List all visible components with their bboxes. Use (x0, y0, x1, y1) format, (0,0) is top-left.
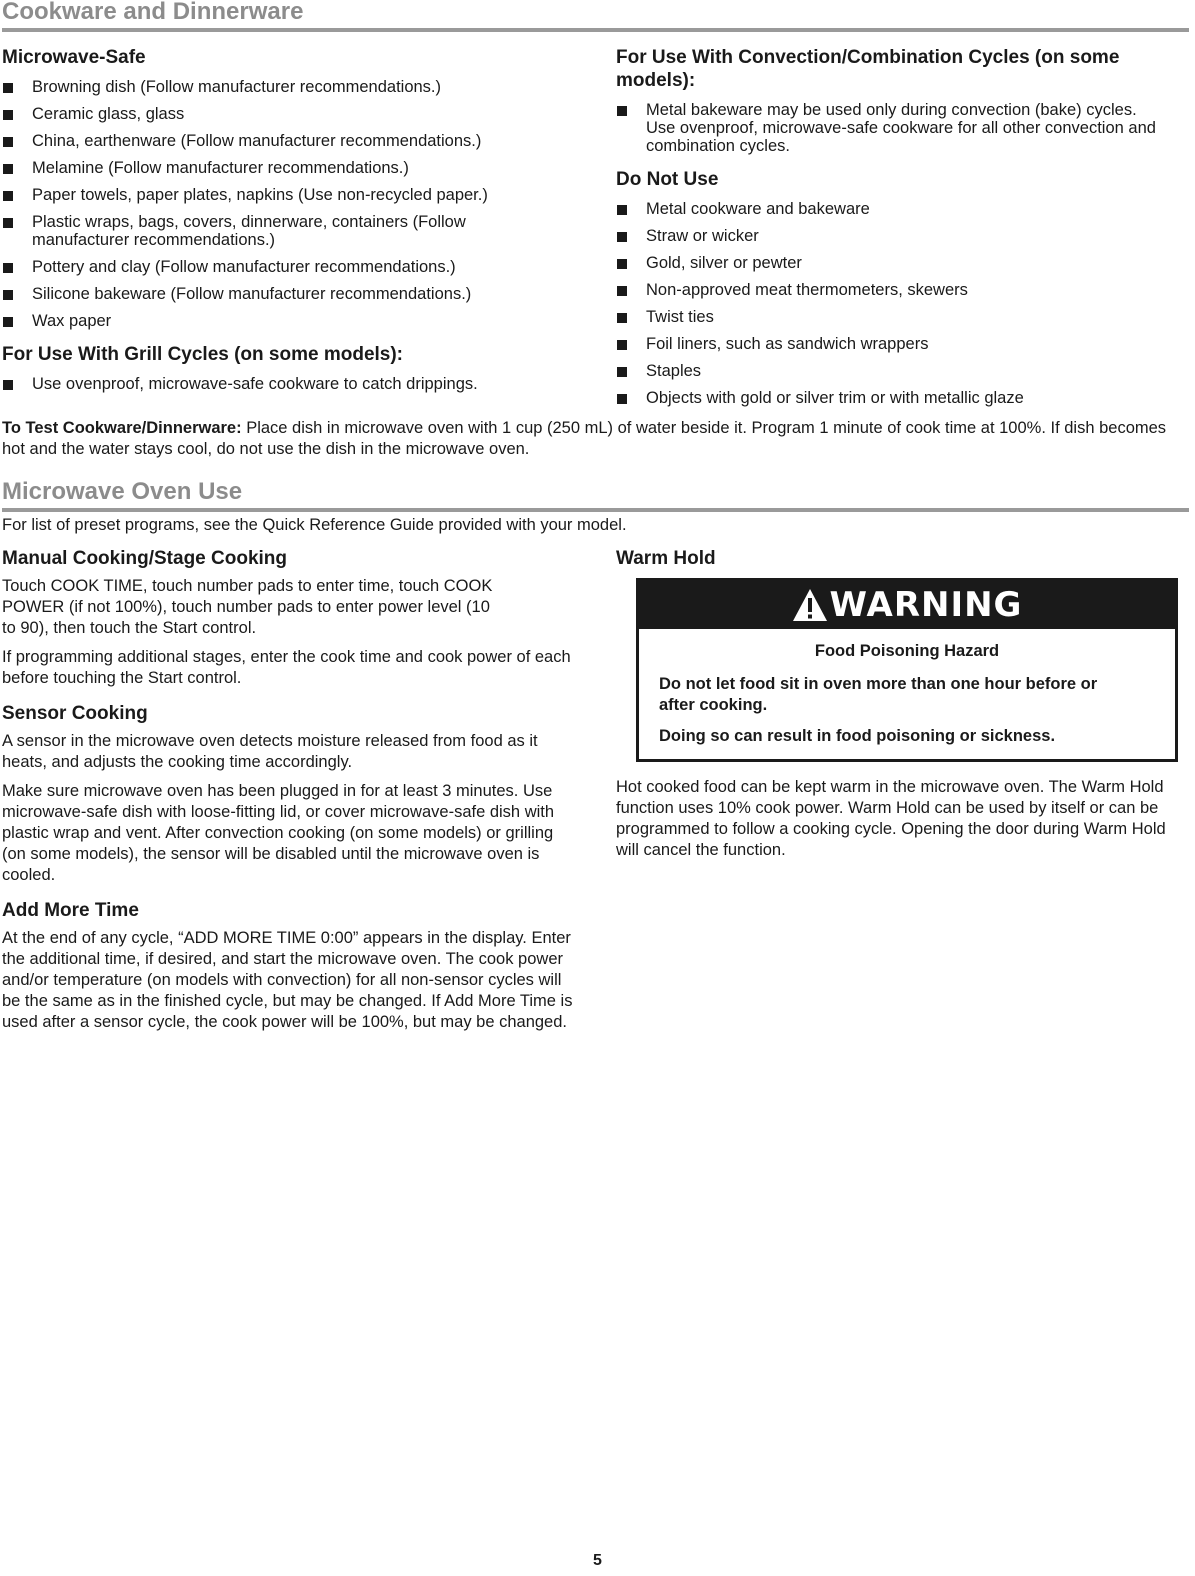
list-item: Paper towels, paper plates, napkins (Use non-recycled paper.) (2, 186, 580, 204)
bullet-square-icon (617, 340, 627, 350)
do-not-use-list (616, 200, 1188, 407)
list-item: Foil liners, such as sandwich wrappers (616, 335, 1188, 353)
do-not-use-heading: Do Not Use (616, 169, 719, 190)
list-item: Browning dish (Follow manufacturer recommendations.) (2, 78, 580, 96)
list-item: China, earthenware (Follow manufacturer recommendations.) (2, 132, 580, 150)
page-number: 5 (593, 1552, 602, 1569)
bullet-square-icon (3, 137, 13, 147)
list-item: Metal cookware and bakeware (616, 200, 1188, 218)
microwave-safe-heading: Microwave-Safe (2, 47, 146, 68)
add-more-time-paragraph: At the end of any cycle, “ADD MORE TIME 0:00” appears in the display. Enter the additional time, if desired, and start the microwave oven. The cook power and/or temperature (on models with convection) for all non-sensor cycles will be the same as in the finished cycle, but may be changed. If Add More Time is used after a sensor cycle, the cook power will be 100%, but may be changed. (2, 929, 573, 1031)
add-more-time-heading: Add More Time (2, 900, 139, 921)
bullet-square-icon (617, 367, 627, 377)
cookware-right-column (616, 46, 1188, 407)
warning-line-2: Doing so can result in food poisoning or sickness. (659, 727, 1056, 745)
bullet-square-icon (3, 83, 13, 93)
bullet-square-icon (3, 218, 13, 228)
grill-list (2, 375, 580, 393)
bullet-square-icon (3, 263, 13, 273)
list-item: Melamine (Follow manufacturer recommendations.) (2, 159, 580, 177)
warning-title: Food Poisoning Hazard (814, 642, 1000, 660)
bullet-square-icon (3, 290, 13, 300)
warning-box (636, 578, 1178, 762)
test-cookware-text: Place dish in microwave oven with 1 cup (250 mL) of water beside it. Program 1 minute of cook time at 100%. If dish becomes hot and the water stays cool, do not use the dish in the microwave oven. (2, 419, 1167, 458)
manual-cooking-paragraph-1: Touch COOK TIME, touch number pads to enter time, touch COOK POWER (if not 100%), touch number pads to enter power level (10 to 90), then touch the Start control. (2, 577, 493, 637)
bullet-square-icon (3, 164, 13, 174)
cookware-left-column (2, 46, 580, 393)
list-item: Objects with gold or silver trim or with metallic glaze (616, 389, 1188, 407)
section-title-cookware: Cookware and Dinnerware (2, 0, 1189, 32)
bullet-square-icon (617, 286, 627, 296)
convection-list (616, 101, 1188, 155)
list-item: Twist ties (616, 308, 1188, 326)
list-item: Silicone bakeware (Follow manufacturer recommendations.) (2, 285, 580, 303)
bullet-square-icon (3, 191, 13, 201)
list-item: Pottery and clay (Follow manufacturer recommendations.) (2, 258, 580, 276)
bullet-square-icon (3, 380, 13, 390)
oven-use-left-column (2, 547, 577, 1033)
warm-hold-paragraph: Hot cooked food can be kept warm in the microwave oven. The Warm Hold function uses 10% cook power. Warm Hold can be used by itself or can be programmed to follow a cooking cycle. Opening the door during Warm Hold will cancel the function. (616, 778, 1166, 859)
section-title-oven-use: Microwave Oven Use (2, 480, 1189, 512)
bullet-square-icon (617, 394, 627, 404)
bullet-square-icon (617, 313, 627, 323)
list-item: Metal bakeware may be used only during convection (bake) cycles. Use ovenproof, microwave-safe cookware for all other convection and combination cycles. (616, 101, 1188, 155)
list-item: Use ovenproof, microwave-safe cookware to catch drippings. (2, 375, 580, 393)
warning-line-1: Do not let food sit in oven more than one hour before or after cooking. (659, 675, 1098, 714)
oven-use-right-column (616, 547, 1188, 861)
manual-cooking-heading: Manual Cooking/Stage Cooking (2, 548, 288, 569)
sensor-cooking-heading: Sensor Cooking (2, 703, 148, 724)
grill-heading: For Use With Grill Cycles (on some models): (2, 344, 404, 365)
manual-cooking-paragraph-2: If programming additional stages, enter the cook time and cook power of each before touching the Start control. (2, 648, 571, 687)
list-item: Gold, silver or pewter (616, 254, 1188, 272)
bullet-square-icon (617, 259, 627, 269)
warning-label: WARNING (829, 585, 1023, 625)
microwave-safe-list (2, 78, 580, 330)
sensor-cooking-paragraph-1: A sensor in the microwave oven detects moisture released from food as it heats, and adjusts the cooking time accordingly. (2, 732, 538, 771)
warning-body (639, 629, 1175, 759)
warning-triangle-icon (792, 588, 828, 622)
bullet-square-icon (3, 317, 13, 327)
sensor-cooking-paragraph-2: Make sure microwave oven has been plugged in for at least 3 minutes. Use microwave-safe dish with loose-fitting lid, or cover microwave-safe dish with plastic wrap and vent. After convection cooking (on some models) or grilling (on some models), the sensor will be disabled until the microwave oven is cooled. (2, 782, 555, 884)
list-item: Staples (616, 362, 1188, 380)
list-item: Plastic wraps, bags, covers, dinnerware, containers (Follow manufacturer recommendations.) (2, 213, 580, 249)
bullet-square-icon (617, 106, 627, 116)
convection-heading: For Use With Convection/Combination Cycles (on some models): (616, 47, 1120, 91)
list-item: Non-approved meat thermometers, skewers (616, 281, 1188, 299)
bullet-square-icon (617, 205, 627, 215)
list-item: Ceramic glass, glass (2, 105, 580, 123)
oven-use-intro: For list of preset programs, see the Quick Reference Guide provided with your model. (2, 516, 627, 534)
bullet-square-icon (3, 110, 13, 120)
test-cookware-paragraph (2, 418, 1190, 460)
warm-hold-heading: Warm Hold (616, 548, 716, 569)
warning-header (639, 581, 1175, 629)
list-item: Straw or wicker (616, 227, 1188, 245)
list-item: Wax paper (2, 312, 580, 330)
bullet-square-icon (617, 232, 627, 242)
test-cookware-label: To Test Cookware/Dinnerware: (2, 419, 242, 437)
